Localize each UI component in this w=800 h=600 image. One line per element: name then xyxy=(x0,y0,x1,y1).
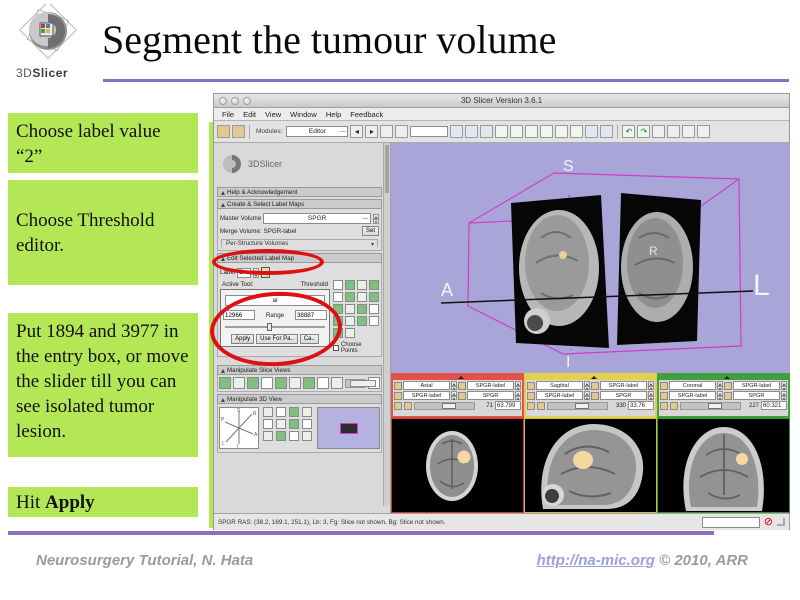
menu-feedback[interactable]: Feedback xyxy=(350,109,384,119)
slice-annotations-icon[interactable] xyxy=(303,377,315,389)
red-label-spinner[interactable] xyxy=(515,381,521,390)
yellow-label-spinner[interactable] xyxy=(648,381,654,390)
manipulate-slice-views-body xyxy=(217,375,382,392)
slice-spatial-units-icon[interactable] xyxy=(317,377,329,389)
svg-text:I: I xyxy=(237,444,239,448)
slicer-logo-text: 3DSlicer xyxy=(16,66,69,80)
remove-islands-tool-icon[interactable] xyxy=(369,292,379,302)
editor-icon[interactable] xyxy=(555,125,568,138)
use-for-paint-button[interactable]: Use For Pa.. xyxy=(256,334,298,344)
grow-cut-tool-icon[interactable] xyxy=(369,316,379,326)
previous-fiducial-icon[interactable] xyxy=(333,328,343,338)
merge-volume-value: SPGR-label xyxy=(263,227,297,235)
yellow-bg-dropdown[interactable]: SPGR xyxy=(600,391,647,400)
callout-entry-values: Put 1894 and 3977 in the entry box, or move the slider till you can see isolated tumor lesion. xyxy=(8,313,198,457)
look-from-icon[interactable] xyxy=(302,407,312,417)
active-tool-label: Active Tool: xyxy=(222,281,254,288)
save-island-tool-icon[interactable] xyxy=(333,304,343,314)
yellow-volume-icon[interactable] xyxy=(591,392,599,400)
green-bg-spinner[interactable] xyxy=(781,391,787,400)
slice-views xyxy=(391,418,790,513)
red-controller-header[interactable] xyxy=(393,375,522,380)
error-log-icon[interactable]: ⊘ xyxy=(763,515,773,528)
load-scene-icon[interactable] xyxy=(217,125,230,138)
green-bg-dropdown[interactable]: SPGR xyxy=(733,391,780,400)
red-labelmap-dropdown[interactable]: SPGR-label xyxy=(403,391,450,400)
red-bg-spinner[interactable] xyxy=(515,391,521,400)
editor-tool-grid xyxy=(333,280,379,338)
range-label: Range xyxy=(265,311,285,319)
yellow-link-icon[interactable] xyxy=(527,402,535,410)
panel-slicer-icon xyxy=(220,152,244,176)
section-create-label-maps[interactable]: Create & Select Label Maps xyxy=(217,199,382,209)
axial-slice-view[interactable] xyxy=(391,418,524,513)
red-slice-slider[interactable] xyxy=(414,402,475,410)
yellow-label-outline-icon[interactable] xyxy=(527,382,535,390)
slice-link-icon[interactable] xyxy=(233,377,245,389)
green-controller-header[interactable] xyxy=(659,375,788,380)
screenshot-edge-strip xyxy=(209,122,213,528)
slicer-logo-icon xyxy=(10,4,88,66)
tumor-3d xyxy=(559,251,567,259)
module-pin-icon[interactable] xyxy=(395,125,408,138)
volumes-icon[interactable] xyxy=(510,125,523,138)
resize-grip-icon[interactable] xyxy=(777,518,785,526)
active-tool-box xyxy=(220,280,330,354)
master-volume-spinner[interactable] xyxy=(373,214,379,224)
green-labelmap-spinner[interactable] xyxy=(717,391,723,400)
slice-label-opacity-icon[interactable] xyxy=(247,377,259,389)
spin-view-icon[interactable] xyxy=(263,407,273,417)
module-forward-icon[interactable]: ▸ xyxy=(365,125,378,138)
green-orientation-spinner[interactable] xyxy=(717,381,723,390)
tumor-sagittal xyxy=(573,451,593,469)
screenshot-3d-icon[interactable] xyxy=(302,431,312,441)
green-orientation-dropdown[interactable]: Coronal xyxy=(669,381,716,390)
footer-divider xyxy=(8,531,714,535)
yellow-slice-slider[interactable] xyxy=(547,402,608,410)
view-3d[interactable] xyxy=(391,143,790,373)
label-opacity-handle[interactable] xyxy=(350,380,376,387)
red-slice-controller xyxy=(391,373,524,418)
threshold-slider[interactable] xyxy=(225,323,325,331)
colors-icon[interactable] xyxy=(585,125,598,138)
identify-tool-icon[interactable] xyxy=(357,316,367,326)
toolbar-separator xyxy=(249,125,250,139)
main-toolbar xyxy=(214,121,789,143)
callout-hit-apply: Hit Apply xyxy=(8,487,198,517)
yellow-slice-controller xyxy=(524,373,657,418)
section-manipulate-slice-views[interactable]: Manipulate Slice Views xyxy=(217,365,382,375)
manipulate-3d-view-body xyxy=(217,404,382,453)
sagittal-slice-view[interactable] xyxy=(524,418,657,513)
green-labelmap-dropdown[interactable]: SPGR-label xyxy=(669,391,716,400)
slice-fit-icon[interactable] xyxy=(289,377,301,389)
rock-view-icon[interactable] xyxy=(276,407,286,417)
viewer-area xyxy=(391,143,790,513)
threshold-slider-track[interactable] xyxy=(225,326,325,328)
create-label-maps-body xyxy=(217,209,382,251)
yellow-visibility-icon[interactable] xyxy=(537,402,545,410)
label-inferior: I xyxy=(566,354,571,371)
merge-volume-label: Merge Volume: xyxy=(220,227,262,235)
menu-view[interactable]: View xyxy=(265,109,282,119)
panel-logo xyxy=(214,143,390,185)
rotate-view-icon[interactable] xyxy=(263,419,273,429)
dilate-tool-icon[interactable] xyxy=(345,316,355,326)
svg-text:A: A xyxy=(254,432,258,438)
make-model-tool-icon[interactable] xyxy=(369,304,379,314)
mouse-mode-icon[interactable] xyxy=(600,125,613,138)
green-label-outline-icon[interactable] xyxy=(660,382,668,390)
sagittal-plane-right xyxy=(617,193,701,345)
erode-tool-icon[interactable] xyxy=(333,316,343,326)
green-slice-handle[interactable] xyxy=(708,403,722,409)
label-anterior: A xyxy=(441,280,454,300)
draw-tool-icon[interactable] xyxy=(357,280,367,290)
yellow-bg-spinner[interactable] xyxy=(648,391,654,400)
transforms-icon[interactable] xyxy=(495,125,508,138)
set-merge-volume-button[interactable]: Set xyxy=(362,226,379,236)
green-visibility-icon[interactable] xyxy=(670,402,678,410)
label-superior: S xyxy=(563,158,574,175)
module-search-input[interactable] xyxy=(410,126,448,137)
panel-scrollbar[interactable] xyxy=(383,143,390,506)
svg-text:S: S xyxy=(237,408,241,414)
yellow-controller-header[interactable] xyxy=(526,375,655,380)
rectangle-tool-icon[interactable] xyxy=(333,292,343,302)
change-island-tool-icon[interactable] xyxy=(357,292,367,302)
red-label-outline-icon[interactable] xyxy=(394,382,402,390)
window-body xyxy=(214,143,789,513)
layout-four-up-icon[interactable] xyxy=(480,125,493,138)
tumor-axial xyxy=(458,451,471,464)
slicer-logo xyxy=(10,4,88,84)
red-slice-offset: 71 xyxy=(486,402,493,409)
svg-text:R: R xyxy=(253,411,257,417)
red-orientation-spinner[interactable] xyxy=(451,381,457,390)
status-text: SPGR RAS: (38.2, 169.1, 251.1), Lb: 3, Fg: Slice not shown, Bg: Slice not shown. xyxy=(218,518,446,526)
status-entry[interactable] xyxy=(702,517,760,528)
module-back-icon[interactable]: ◂ xyxy=(350,125,363,138)
per-structure-volumes-section[interactable]: Per-Structure Volumes ▾ xyxy=(221,239,378,247)
center-view-icon[interactable] xyxy=(302,419,312,429)
close-window-icon[interactable] xyxy=(219,97,227,105)
svg-text:P: P xyxy=(221,417,225,423)
background-color-icon[interactable] xyxy=(289,431,299,441)
status-bar xyxy=(214,513,789,530)
layout-conventional-icon[interactable] xyxy=(450,125,463,138)
red-labelmap-spinner[interactable] xyxy=(451,391,457,400)
section-help-acknowledgement[interactable]: Help & Acknowledgement xyxy=(217,187,382,197)
svg-text:L: L xyxy=(222,441,225,447)
label-value-input[interactable] xyxy=(237,268,251,278)
change-label-tool-icon[interactable] xyxy=(357,304,367,314)
redo-icon[interactable]: ↷ xyxy=(637,125,650,138)
title-divider xyxy=(103,79,789,82)
screen-capture-icon[interactable] xyxy=(667,125,680,138)
models-icon[interactable] xyxy=(525,125,538,138)
threshold-tool-panel xyxy=(220,289,330,347)
slice-visibility-icon[interactable] xyxy=(219,377,231,389)
zoom-window-icon[interactable] xyxy=(243,97,251,105)
yellow-orientation-dropdown[interactable]: Sagittal xyxy=(536,381,583,390)
label-opacity-slider[interactable] xyxy=(345,379,366,388)
threshold-tool-icon[interactable] xyxy=(345,304,355,314)
master-volume-label: Master Volume xyxy=(220,215,262,222)
threshold-max-input[interactable] xyxy=(295,310,327,320)
green-label-spinner[interactable] xyxy=(781,381,787,390)
red-orientation-dropdown[interactable]: Axial xyxy=(403,381,450,390)
red-link-icon[interactable] xyxy=(394,402,402,410)
red-label-dropdown[interactable]: SPGR-label xyxy=(467,381,514,390)
choose-points-checkbox[interactable] xyxy=(333,345,339,351)
view-3d-controls-grid xyxy=(263,407,313,449)
next-fiducial-icon[interactable] xyxy=(345,328,355,338)
navigation-zoom-box[interactable] xyxy=(340,423,358,434)
identify-islands-tool-icon[interactable] xyxy=(345,292,355,302)
red-volume-icon[interactable] xyxy=(458,392,466,400)
slicer-window xyxy=(213,93,790,530)
callout-label-value: Choose label value “2” xyxy=(8,113,198,173)
active-tool-value: Threshold xyxy=(300,281,328,288)
arrow-tool-icon[interactable] xyxy=(333,280,343,290)
toolbar-separator xyxy=(617,125,618,139)
save-snapshot-icon[interactable] xyxy=(652,125,665,138)
menu-help[interactable]: Help xyxy=(325,109,342,119)
measurements-icon[interactable] xyxy=(570,125,583,138)
green-bg-icon[interactable] xyxy=(660,392,668,400)
callout-threshold-editor: Choose Threshold editor. xyxy=(8,180,198,285)
yellow-orientation-spinner[interactable] xyxy=(584,381,590,390)
cancel-button[interactable]: Ca.. xyxy=(300,334,319,344)
label-label: Label xyxy=(220,269,236,276)
navigation-preview[interactable] xyxy=(317,407,380,449)
green-fg-icon[interactable] xyxy=(724,382,732,390)
edit-label-map-body xyxy=(217,263,382,357)
green-slice-value[interactable]: 60.321 xyxy=(761,401,787,410)
orthographic-view-icon[interactable] xyxy=(289,407,299,417)
window-title: 3D Slicer Version 3.6.1 xyxy=(460,96,543,105)
yellow-fg-icon[interactable] xyxy=(591,382,599,390)
yellow-bg-icon[interactable] xyxy=(527,392,535,400)
stereo-view-icon[interactable] xyxy=(263,431,273,441)
menu-file[interactable]: File xyxy=(222,109,235,119)
green-slice-controller xyxy=(657,373,790,418)
menu-edit[interactable]: Edit xyxy=(243,109,257,119)
slice-compositing-icon[interactable] xyxy=(331,377,343,389)
panel-logo-text: 3DSlicer xyxy=(248,159,283,169)
red-slice-value[interactable]: 63.799 xyxy=(495,401,521,410)
threshold-min-input[interactable] xyxy=(223,310,255,320)
paint-tool-icon[interactable] xyxy=(345,280,355,290)
window-controls xyxy=(219,97,251,105)
slice-crosshair-icon[interactable] xyxy=(275,377,287,389)
section-edit-label-map[interactable]: Edit Selected Label Map xyxy=(217,253,382,263)
axis-orientation-widget[interactable] xyxy=(219,407,259,449)
modules-label: Modules: xyxy=(256,128,283,135)
green-volume-icon[interactable] xyxy=(724,392,732,400)
yellow-slice-handle[interactable] xyxy=(575,403,589,409)
tumor-coronal xyxy=(736,453,748,465)
zoom-in-view-icon[interactable] xyxy=(276,419,286,429)
yellow-label-dropdown[interactable]: SPGR-label xyxy=(600,381,647,390)
coronal-slice-view[interactable] xyxy=(657,418,790,513)
yellow-labelmap-spinner[interactable] xyxy=(584,391,590,400)
menubar xyxy=(214,108,789,121)
zoom-out-view-icon[interactable] xyxy=(289,419,299,429)
undo-icon[interactable]: ↶ xyxy=(622,125,635,138)
red-bg-dropdown[interactable]: SPGR xyxy=(467,391,514,400)
footer-credit: Neurosurgery Tutorial, N. Hata xyxy=(36,552,254,569)
save-scene-icon[interactable] xyxy=(232,125,245,138)
sagittal-plane-left xyxy=(511,195,609,348)
apply-button[interactable]: Apply xyxy=(231,334,254,344)
threshold-option-dropdown[interactable]: al — xyxy=(225,295,325,306)
label-value-spinner[interactable] xyxy=(253,268,259,278)
red-slice-handle[interactable] xyxy=(442,403,456,409)
label-color-swatch[interactable] xyxy=(261,267,270,278)
scene-views-icon[interactable] xyxy=(682,125,695,138)
choose-points-label: Choose Points xyxy=(340,342,362,354)
green-slice-offset: 227 xyxy=(748,402,759,409)
red-visibility-icon[interactable] xyxy=(404,402,412,410)
footer-copyright: © 2010, ARR xyxy=(654,552,748,569)
window-titlebar[interactable] xyxy=(214,94,789,108)
menu-window[interactable]: Window xyxy=(290,109,317,119)
green-slice-slider[interactable] xyxy=(680,402,741,410)
section-manipulate-3d-view[interactable]: Manipulate 3D View xyxy=(217,394,382,404)
na-mic-link[interactable]: http://na-mic.org xyxy=(536,552,655,569)
green-link-icon[interactable] xyxy=(660,402,668,410)
red-fg-icon[interactable] xyxy=(458,382,466,390)
page-title: Segment the tumour volume xyxy=(102,17,557,62)
visibility-3d-icon[interactable] xyxy=(276,431,286,441)
layout-3d-only-icon[interactable] xyxy=(465,125,478,138)
footer-right xyxy=(537,552,748,569)
slice-grid-icon[interactable] xyxy=(261,377,273,389)
slice-controllers xyxy=(391,373,790,418)
yellow-labelmap-dropdown[interactable]: SPGR-label xyxy=(536,391,583,400)
modules-dropdown[interactable]: Editor — xyxy=(286,126,348,137)
master-volume-dropdown[interactable]: SPGR — xyxy=(263,213,371,224)
threshold-slider-handle[interactable] xyxy=(267,323,272,331)
module-panel xyxy=(214,143,391,513)
extensions-icon[interactable] xyxy=(697,125,710,138)
label-left: L xyxy=(753,269,770,302)
level-tracing-tool-icon[interactable] xyxy=(369,280,379,290)
minimize-window-icon[interactable] xyxy=(231,97,239,105)
green-label-dropdown[interactable]: SPGR-label xyxy=(733,381,780,390)
label-right: R xyxy=(649,244,658,258)
yellow-slice-offset: 330 xyxy=(615,402,626,409)
fiducials-icon[interactable] xyxy=(540,125,553,138)
yellow-slice-value[interactable]: 33.76 xyxy=(628,401,654,410)
module-history-icon[interactable] xyxy=(380,125,393,138)
red-bg-icon[interactable] xyxy=(394,392,402,400)
choose-points-row xyxy=(333,342,379,354)
